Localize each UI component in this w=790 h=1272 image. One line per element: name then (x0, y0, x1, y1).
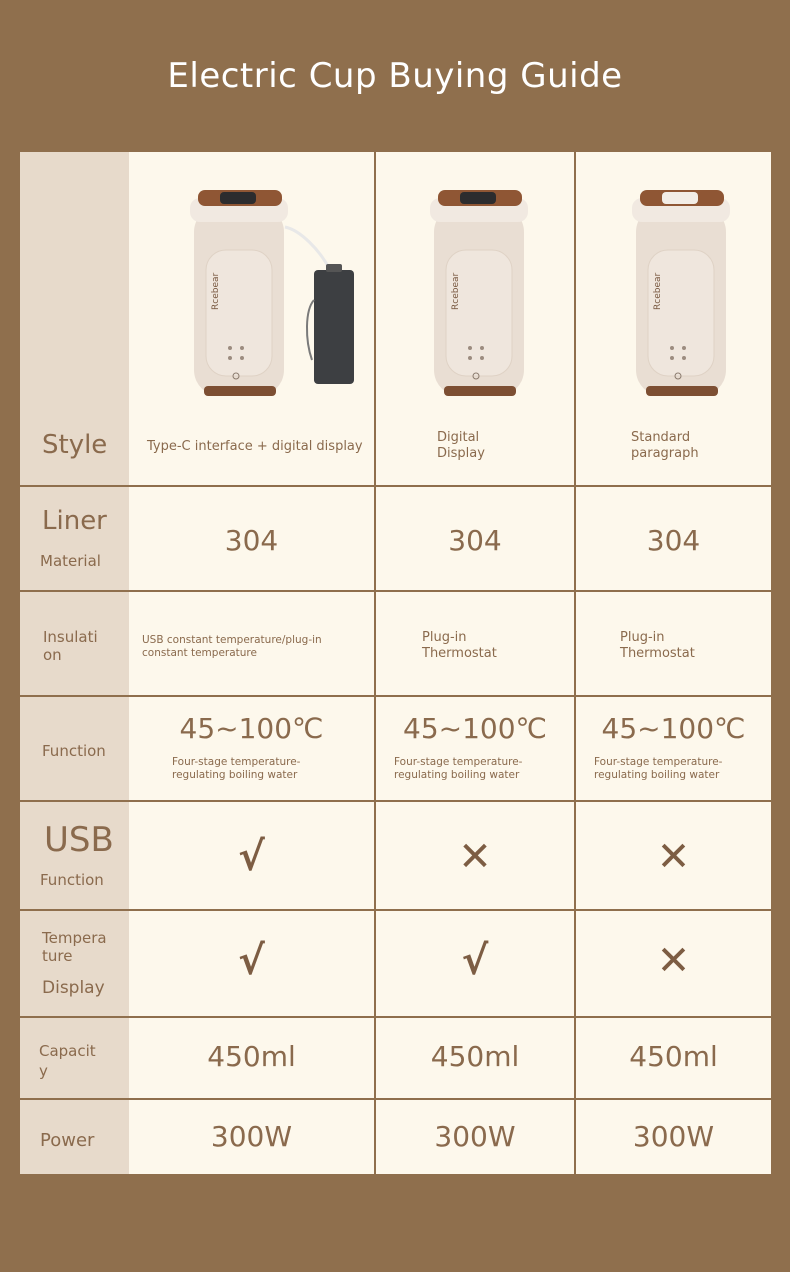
column-divider (374, 152, 376, 1174)
row-label-capacity: Capacit y (39, 1042, 96, 1080)
row-divider (20, 590, 771, 592)
liner-value: 304 (646, 524, 701, 557)
capacity-value: 450ml (629, 1040, 718, 1073)
function-range: 45~100℃ (601, 712, 746, 745)
row-divider (20, 485, 771, 487)
row-divider (20, 1016, 771, 1018)
style-value-standard: Standard paragraph (631, 430, 699, 461)
row-divider (20, 909, 771, 911)
style-value-digital: Digital Display (437, 430, 485, 461)
cross-icon: ✕ (656, 938, 691, 984)
function-desc: Four-stage temperature- regulating boiling water (594, 756, 723, 781)
row-label-usb: USB (44, 820, 114, 860)
cross-icon: ✕ (458, 834, 492, 880)
row-divider (20, 1098, 771, 1100)
cup-image-digital (424, 180, 534, 400)
row-label-liner: Liner (42, 506, 107, 536)
row-divider (20, 800, 771, 802)
function-desc: Four-stage temperature- regulating boiling water (394, 756, 523, 781)
insulation-value: Plug-in Thermostat (422, 630, 497, 661)
svg-text:Rcebear: Rcebear (451, 272, 461, 310)
check-icon: √ (238, 834, 265, 880)
row-label-style: Style (42, 430, 108, 460)
function-range: 45~100℃ (179, 712, 324, 745)
brand-logo: Rcebear (211, 272, 221, 310)
cup-image-typec (180, 180, 360, 400)
row-label-liner-sub: Material (40, 552, 101, 570)
power-value: 300W (210, 1120, 293, 1153)
comparison-table (20, 152, 771, 1174)
row-label-temp: Tempera ture (42, 929, 107, 965)
capacity-value: 450ml (207, 1040, 296, 1073)
check-icon: √ (461, 938, 489, 984)
column-divider (574, 152, 576, 1174)
cross-icon: ✕ (656, 834, 691, 880)
capacity-value: 450ml (430, 1040, 520, 1073)
power-value: 300W (632, 1120, 715, 1153)
function-desc: Four-stage temperature- regulating boiling water (172, 756, 301, 781)
function-range: 45~100℃ (403, 712, 547, 745)
row-label-insulation: Insulati on (43, 628, 98, 664)
cup-image-standard (626, 180, 736, 400)
row-divider (20, 695, 771, 697)
insulation-value: USB constant temperature/plug-in constant temperature (142, 634, 322, 659)
row-label-usb-sub: Function (40, 871, 104, 889)
liner-value: 304 (224, 524, 279, 557)
row-label-power: Power (40, 1130, 95, 1151)
power-value: 300W (434, 1120, 516, 1153)
row-label-function: Function (42, 742, 106, 760)
check-icon: √ (238, 938, 265, 984)
page-title: Electric Cup Buying Guide (167, 56, 623, 96)
style-value-typec: Type-C interface + digital display (147, 439, 363, 454)
row-label-temp-sub: Display (42, 978, 105, 998)
svg-text:Rcebear: Rcebear (653, 272, 663, 310)
insulation-value: Plug-in Thermostat (620, 630, 695, 661)
liner-value: 304 (448, 524, 502, 557)
